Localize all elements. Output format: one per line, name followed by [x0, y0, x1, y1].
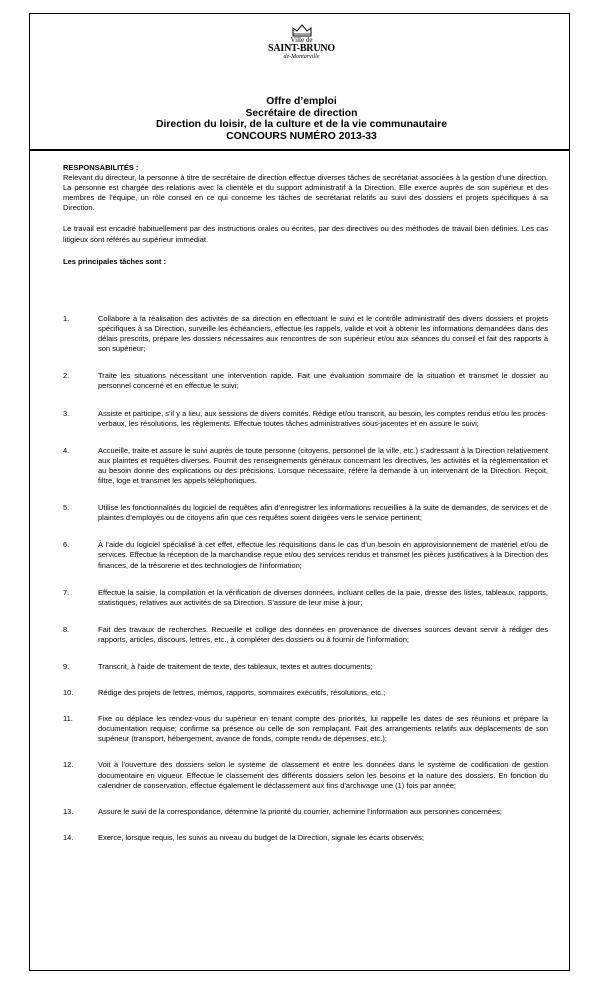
- list-item: [63, 662, 548, 672]
- task-number: 12.: [63, 760, 74, 770]
- task-text: Exerce, lorsque requis, les suivis au niveau du budget de la Direction, signale les écarts observés;: [98, 832, 425, 842]
- list-item: [63, 714, 548, 744]
- task-text: Rédige des projets de lettres, mémos, rapports, sommaires exécutifs, résolutions, etc.;: [98, 688, 386, 698]
- city-logo: [0, 23, 603, 60]
- task-number: 9.: [63, 661, 70, 671]
- crown-icon: [291, 23, 313, 37]
- task-text: Voit à l’ouverture des dossiers selon le système de classement et entre les données dans le système de codification de gestion documentaire en vigueur. Effectue le classement des différents dossiers selon les besoins et la nature des dossiers. En fonction du calendrier de conservation, effectue également le déclassement aux fins d’archivage une (1) fois par année;: [98, 760, 548, 790]
- tasks-title: Les principales tâches sont :: [63, 256, 166, 266]
- task-text: Traite les situations nécessitant une intervention rapide. Fait une évaluation sommaire de la situation et transmet le dossier au personnel concerné et en effectue le suivi;: [98, 371, 548, 391]
- list-item: [63, 314, 548, 354]
- header-divider: [29, 149, 570, 151]
- task-number: 5.: [63, 503, 70, 513]
- task-number: 10.: [63, 688, 74, 698]
- task-number: 4.: [63, 445, 70, 455]
- task-number: 14.: [63, 832, 74, 842]
- header-position: Secrétaire de direction: [245, 107, 358, 119]
- task-text: Accueille, traite et assure le suivi auprès de toute personne (citoyens, personnel de la ville, etc.) s’adressant à la Direction relativement aux plaintes et requêtes diverses. Fournit des renseignements généraux concernant les directives, les activités et la réglementation et au besoin donne des explications ou des précisions. Lorsque nécessaire, réfère la demande à un intervenant de la Direction. Reçoit, filtre, loge et transmet les appels téléphoniques.: [98, 445, 548, 486]
- list-item: [63, 588, 548, 608]
- list-item: [63, 807, 548, 817]
- task-number: 13.: [63, 806, 74, 816]
- task-text: Fait des travaux de recherches. Recueille et collige des données en provenance de diverses sources devant servir à rédiger des rapports, articles, discours, lettres, etc., à compléter des dossiers ou à fournir de l’information;: [98, 624, 548, 644]
- responsibilities-title: RESPONSABILITÉS :: [63, 163, 139, 172]
- list-item: [63, 503, 548, 523]
- task-number: 2.: [63, 371, 70, 381]
- task-text: Collabore à la réalisation des activités de sa direction en effectuant le suivi et le contrôle administratif des divers dossiers et projets spécifiques à sa Direction, surveille les échéanciers, effectue les rappels, valide et voit à obtenir les informations demandées dans des délais prescrits, prépare les dossiers nécessaires aux rencontres de son supérieur et/ou aux séances du conseil et fait des rapports à son supérieur;: [98, 314, 548, 354]
- task-text: Assiste et participe, s’il y a lieu, aux sessions de divers comités. Rédige et/ou transcrit, au besoin, les comptes rendus et/ou les procès-verbaux, les résolutions, les règlements. Effectue toutes tâches administratives sous-jacentes et en assure le suivi;: [98, 408, 548, 428]
- responsibilities-section: [63, 163, 548, 267]
- header-direction: Direction du loisir, de la culture et de la vie communautaire: [155, 119, 448, 130]
- responsibilities-paragraph-1: Relevant du directeur, la personne à titre de secrétaire de direction effectue diverses tâches de secrétariat associées à la gestion d’une direction. La personne est chargée des relations avec la clientèle et du support administratif à la Direction. Elle exerce auprès de son supérieur et des membres de l’équipe, un rôle conseil en ce qui concerne les tâches de secrétariat relatifs au suivi des dossiers et projets spécifiques à sa Direction.: [63, 173, 548, 213]
- task-number: 1.: [63, 314, 70, 323]
- responsibilities-paragraph-2: Le travail est encadré habituellement par des instructions orales ou écrites, par des directives ou des méthodes de travail bien définies. Les cas litigieux sont référés au supérieur immédiat.: [63, 224, 548, 244]
- list-item: [63, 540, 548, 570]
- task-number: 11.: [63, 714, 73, 724]
- task-number: 8.: [63, 624, 70, 634]
- list-item: [63, 409, 548, 429]
- header-contest-number: CONCOURS NUMÉRO 2013-33: [226, 130, 377, 142]
- task-text: À l’aide du logiciel spécialisé à cet effet, effectue les réquisitions dans le cas d’un besoin en approvisionnement de matériel et/ou de services. Effectue la réception de la marchandise reçue et/ou des services rendus et transmet les pièces justificatives à la Direction des finances, de la trésorerie et des technologies de l’information;: [98, 540, 548, 570]
- tasks-list: [63, 314, 548, 843]
- task-text: Transcrit, à l’aide de traitement de texte, des tableaux, textes et autres documents;: [98, 661, 373, 671]
- list-item: [63, 760, 548, 790]
- header-offer: Offre d’emploi: [266, 96, 337, 107]
- task-text: Assure le suivi de la correspondance, détermine la priorité du courrier, achemine l’information aux personnes concernées;: [98, 806, 502, 816]
- task-number: 7.: [63, 587, 70, 597]
- logo-line1: Ville de: [290, 36, 313, 44]
- logo-line2: SAINT-BRUNO: [268, 43, 335, 54]
- list-item: [63, 833, 548, 843]
- list-item: [63, 688, 548, 698]
- logo-line3: de-Montarville: [283, 54, 320, 60]
- task-number: 3.: [63, 408, 70, 418]
- task-number: 6.: [63, 540, 70, 550]
- list-item: [63, 371, 548, 391]
- job-offer-header: [0, 96, 603, 142]
- task-text: Utilise les fonctionnalités du logiciel de requêtes afin d’enregistrer les informations recueillies à la suite de demandes, de services et de plaintes d’employés ou de citoyens afin que ces requêtes soient dirigées vers le service pertinent;: [98, 503, 548, 523]
- task-text: Fixe ou déplace les rendez-vous du supérieur en tenant compte des priorités, lui rappelle les dates de ses réunions et prépare la documentation requise; confirme sa présence ou celle de son remplaçant. Fait des arrangements relatifs aux déplacements de son supérieur (transport, hébergement, avance de fonds, compte rendu de dépenses, etc.);: [98, 714, 548, 744]
- task-text: Effectue la saisie, la compilation et la vérification de diverses données, incluant celles de la paie, dresse des listes, tableaux, rapports, statistiques, relatives aux activités de sa Direction. S’assure de leur mise à jour;: [98, 587, 548, 607]
- list-item: [63, 446, 548, 486]
- list-item: [63, 625, 548, 645]
